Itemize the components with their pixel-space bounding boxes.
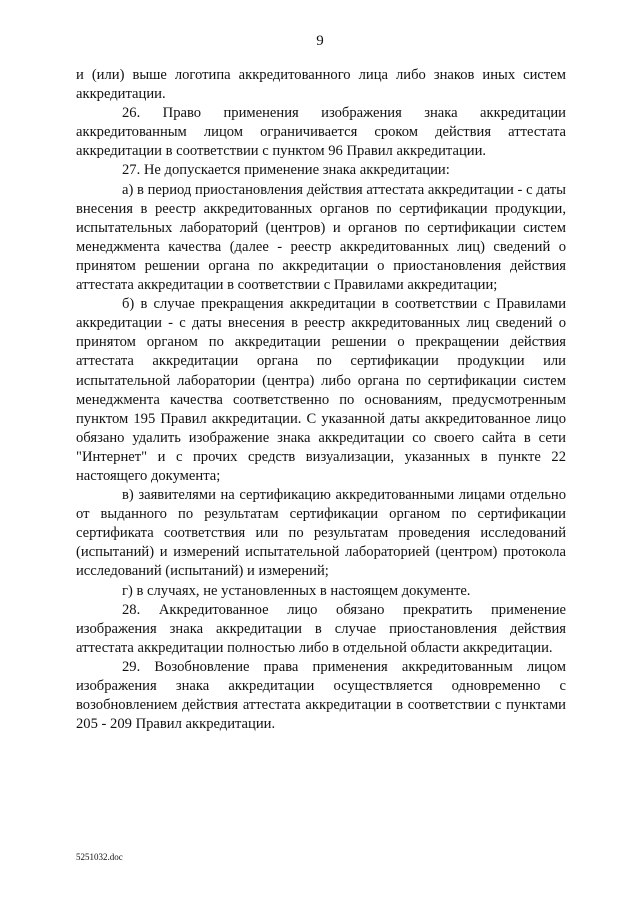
document-filename: 5251032.doc — [76, 852, 123, 862]
paragraph-logo-continuation: и (или) выше логотипа аккредитованного лица либо знаков иных систем аккредитации. — [76, 67, 566, 103]
paragraph-29: 29. Возобновление права применения аккредитованным лицом изображения знака аккредитации осуществляется одновременно с возобновлением действия аттестата аккредитации в соответствии с пунктами 205 - 209 Правил аккредитации. — [76, 658, 566, 733]
paragraph-27-a: а) в период приостановления действия аттестата аккредитации - с даты внесения в реестр аккредитованных органов по сертификации продукции, испытательных лабораторий (центров) и органов по сертификации систем менеджмента качества (далее - реестр аккредитованных лиц) сведений о принятом решении органа по аккредитации о приостановления действия аттестата аккредитации в соответствии с Правилами аккредитации; — [76, 181, 566, 294]
paragraph-27: 27. Не допускается применение знака аккредитации: — [122, 162, 450, 179]
page-number: 9 — [316, 33, 324, 49]
paragraph-26: 26. Право применения изображения знака аккредитации аккредитованным лицом ограничивается сроком действия аттестата аккредитации в соответствии с пунктом 96 Правил аккредитации. — [76, 105, 566, 160]
paragraph-27-b: б) в случае прекращения аккредитации в соответствии с Правилами аккредитации - с даты внесения в реестр аккредитованных лиц сведений о принятом органом по аккредитации решении о прекращении действия аттестата аккредитации органа по сертификации продукции или испытательной лаборатории (центра) либо органа по сертификации систем менеджмента качества соответственно по основаниям, предусмотренным пунктом 195 Правил аккредитации. С указанной даты аккредитованное лицо обязано удалить изображение знака аккредитации со своего сайта в сети "Интернет" и с прочих средств визуализации, указанных в пункте 22 настоящего документа; — [76, 296, 566, 484]
document-body — [76, 66, 566, 734]
paragraph-27-v: в) заявителями на сертификацию аккредитованными лицами отдельно от выданного по результатам сертификации органом по сертификации сертификата соответствия или по результатам проведения исследований (испытаний) и измерений испытательной лабораторией (центром) протокола исследований (испытаний) и измерений; — [76, 487, 566, 580]
paragraph-27-g: г) в случаях, не установленных в настоящем документе. — [122, 582, 471, 599]
paragraph-28: 28. Аккредитованное лицо обязано прекратить применение изображения знака аккредитации в случае приостановления действия аттестата аккредитации полностью либо в отдельной области аккредитации. — [76, 601, 566, 656]
